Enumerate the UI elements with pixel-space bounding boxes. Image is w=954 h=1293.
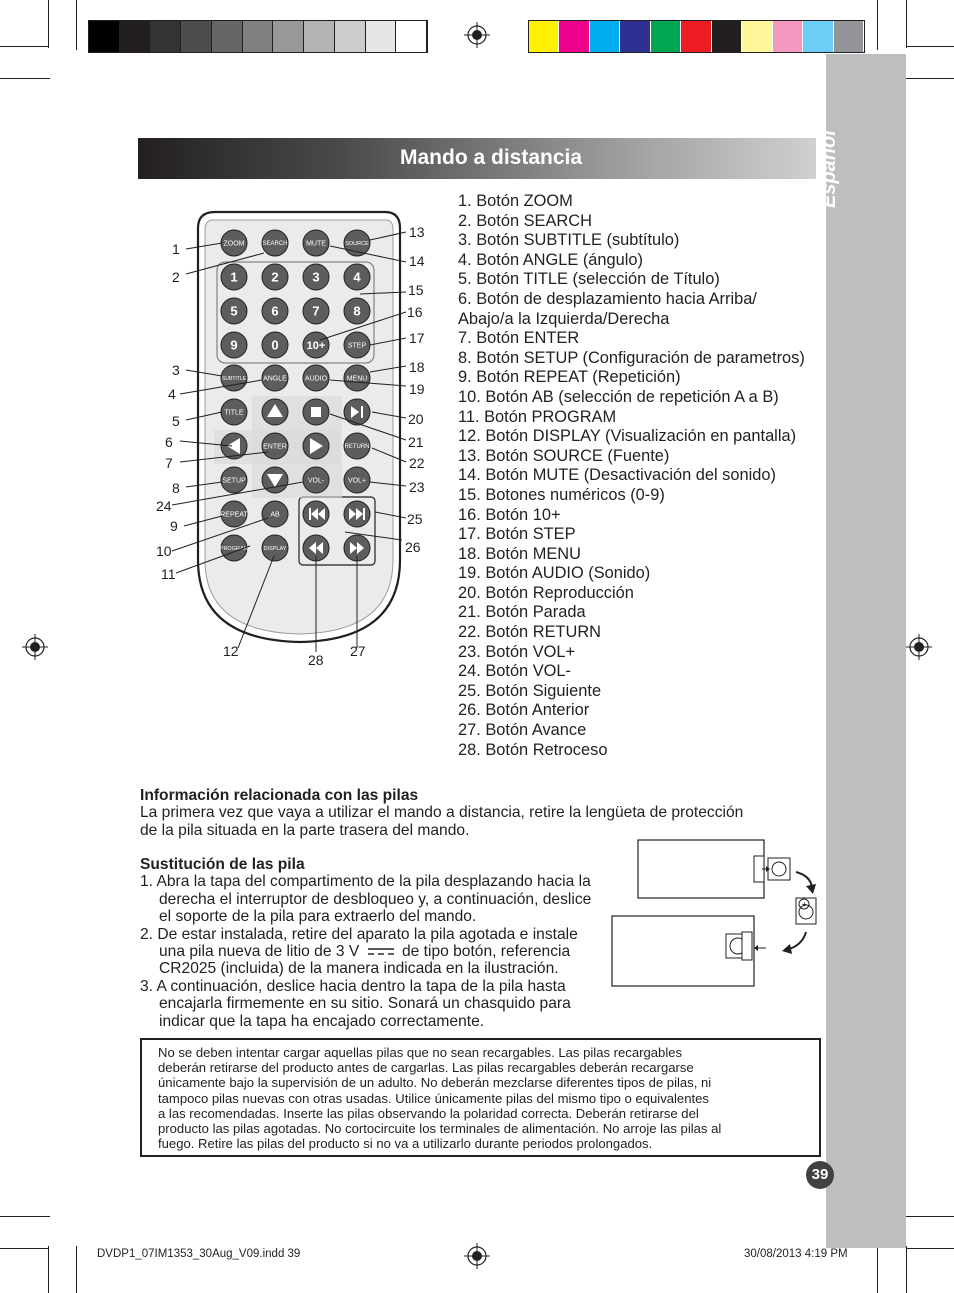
n0-label: 0 <box>271 337 279 353</box>
svg-text:+: + <box>802 900 807 909</box>
crop-mark <box>0 1216 50 1217</box>
notice-line: tampoco pilas nuevas con otras usadas. Utilice únicamente pilas del mismo tipo o equivalentes <box>158 1090 709 1106</box>
list-item: 9. Botón REPEAT (Repetición) <box>458 368 681 387</box>
notice-line: a las recomendadas. Inserte las pilas observando la polaridad correcta. Deberán retirarse del <box>158 1105 699 1121</box>
zoom-label: ZOOM <box>223 240 245 248</box>
calibration-swatch <box>803 21 833 52</box>
callout-number: 4 <box>168 386 176 402</box>
callout-number: 18 <box>409 359 425 375</box>
step-label: STEP <box>347 342 367 350</box>
section-title: Mando a distancia <box>400 146 583 169</box>
step-text: 1. Abra la tapa del compartimento de la pila desplazando hacia la <box>140 873 591 891</box>
calibration-swatch <box>366 21 397 52</box>
crop-mark <box>906 1246 907 1293</box>
list-item: 3. Botón SUBTITLE (subtítulo) <box>458 231 680 250</box>
step-text: el soporte de la pila para extraerlo del mando. <box>159 908 477 926</box>
callout-number: 5 <box>172 413 180 429</box>
crop-mark <box>906 0 907 48</box>
battery-replacement-steps <box>140 856 620 1030</box>
title-label: TITLE <box>224 409 244 417</box>
crop-mark <box>877 1246 878 1293</box>
crop-mark <box>0 78 50 79</box>
vol_plus-label: VOL+ <box>347 477 367 485</box>
angle-label: ANGLE <box>263 375 287 383</box>
stop-icon <box>311 407 321 417</box>
registration-mark-icon <box>906 634 932 660</box>
crop-mark <box>0 46 48 47</box>
menu-label: MENU <box>346 375 368 383</box>
callout-number: 2 <box>172 269 180 285</box>
list-item: 16. Botón 10+ <box>458 505 561 524</box>
list-item: 14. Botón MUTE (Desactivación del sonido) <box>458 466 776 485</box>
step-text: 2. De estar instalada, retire del aparato la pila agotada e instale <box>140 925 578 943</box>
callout-number: 15 <box>408 282 424 298</box>
list-item: 6. Botón de desplazamiento hacia Arriba/ <box>458 289 757 308</box>
program-label: PROGRAM <box>219 545 249 552</box>
search-label: SEARCH <box>262 241 288 248</box>
step-text: derecha el interruptor de desbloqueo y, a continuación, deslice <box>159 890 592 908</box>
audio-label: AUDIO <box>304 375 328 383</box>
list-item: 27. Botón Avance <box>458 721 587 740</box>
step-text: de tipo botón, referencia <box>401 943 571 961</box>
crop-mark <box>906 78 954 79</box>
registration-mark-icon <box>22 634 48 660</box>
callout-number: 14 <box>409 253 425 269</box>
list-item: 23. Botón VOL+ <box>458 642 576 661</box>
callout-number: 13 <box>409 224 425 240</box>
enter-label: ENTER <box>263 443 287 451</box>
list-item: 19. Botón AUDIO (Sonido) <box>458 564 651 583</box>
dc-symbol-icon <box>366 946 396 958</box>
list-item: 1. Botón ZOOM <box>458 192 573 210</box>
callout-number: 19 <box>409 381 425 397</box>
repeat-label: REPEAT <box>220 511 248 519</box>
crop-mark <box>906 1216 954 1217</box>
n2-label: 2 <box>271 269 279 285</box>
list-item: 18. Botón MENU <box>458 544 581 563</box>
list-item: 21. Botón Parada <box>458 603 586 622</box>
list-item: 2. Botón SEARCH <box>458 211 592 230</box>
n5-label: 5 <box>230 303 238 319</box>
display-label: DISPLAY <box>263 545 287 552</box>
list-item: 26. Botón Anterior <box>458 701 590 720</box>
battery-info-heading: Información relacionada con las pilas <box>140 787 419 804</box>
calibration-swatch <box>181 21 212 52</box>
calibration-swatch <box>834 21 864 52</box>
list-item: 4. Botón ANGLE (ángulo) <box>458 250 643 269</box>
calibration-swatch <box>712 21 742 52</box>
callout-number: 21 <box>408 434 424 450</box>
callout-number: 24 <box>156 498 172 514</box>
button-function-list <box>458 192 828 760</box>
battery-replacement-illustration <box>606 836 822 996</box>
calibration-swatch <box>651 21 681 52</box>
crop-mark <box>877 0 878 50</box>
step-text: encajarla firmemente en su sitio. Sonará un chasquido para <box>159 995 571 1013</box>
callout-number: 12 <box>223 643 239 659</box>
notice-line: fuego. Retire las pilas del producto si no va a utilizarlo durante periodos prolongados. <box>158 1136 653 1152</box>
crop-mark <box>76 0 77 50</box>
list-item: 8. Botón SETUP (Configuración de parametros) <box>458 348 805 367</box>
callout-number: 17 <box>409 330 425 346</box>
calibration-swatch <box>243 21 274 52</box>
battery-info-text: de la pila situada en la parte trasera del mando. <box>140 821 470 839</box>
calibration-swatch <box>150 21 181 52</box>
crop-mark <box>906 46 954 47</box>
list-item: 11. Botón PROGRAM <box>458 407 617 426</box>
crop-mark <box>76 1246 77 1293</box>
crop-mark <box>48 1246 49 1293</box>
crop-mark <box>0 1248 48 1249</box>
calibration-swatch <box>335 21 366 52</box>
notice-line: No se deben intentar cargar aquellas pilas que no sean recargables. Las pilas recargables <box>158 1045 683 1060</box>
ten_plus-label: 10+ <box>306 339 326 352</box>
calibration-swatch <box>590 21 620 52</box>
list-item: 24. Botón VOL- <box>458 662 571 681</box>
list-item: 13. Botón SOURCE (Fuente) <box>458 446 670 465</box>
vol_minus-label: VOL- <box>307 477 325 485</box>
calibration-swatch <box>304 21 335 52</box>
callout-number: 11 <box>161 566 176 582</box>
list-item: 17. Botón STEP <box>458 525 576 544</box>
color-calibration-bar <box>528 20 865 53</box>
callout-number: 1 <box>172 241 180 257</box>
crop-mark <box>48 0 49 48</box>
callout-number: 3 <box>172 362 180 378</box>
calibration-swatch <box>396 21 427 52</box>
mute-label: MUTE <box>306 240 326 248</box>
list-item: 28. Botón Retroceso <box>458 740 608 759</box>
callout-number: 27 <box>350 643 366 659</box>
callout-number: 25 <box>407 511 423 527</box>
ab-label: AB <box>270 511 280 519</box>
callout-number: 26 <box>405 539 421 555</box>
source-label: SOURCE <box>345 240 369 247</box>
registration-mark-icon <box>464 22 490 48</box>
setup-label: SETUP <box>222 477 246 485</box>
battery-info-text: La primera vez que vaya a utilizar el mando a distancia, retire la lengüeta de protección <box>140 804 744 822</box>
footer-date: 30/08/2013 4:19 PM <box>744 1248 848 1260</box>
list-item: Abajo/a la Izquierda/Derecha <box>458 309 670 328</box>
step-text: 3. A continuación, deslice hacia dentro la tapa de la pila hasta <box>140 977 566 995</box>
step-text-line <box>140 943 620 960</box>
calibration-swatch <box>681 21 711 52</box>
list-item: 20. Botón Reproducción <box>458 583 634 602</box>
callout-number: 20 <box>408 411 424 427</box>
list-item: 7. Botón ENTER <box>458 329 580 348</box>
grayscale-calibration-bar <box>88 20 428 53</box>
return-label: RETURN <box>344 444 370 451</box>
callout-number: 8 <box>172 480 180 496</box>
list-item: 5. Botón TITLE (selección de Título) <box>458 270 720 289</box>
language-side-tab <box>826 54 906 1248</box>
callout-number: 7 <box>165 455 173 471</box>
page-number: 39 <box>806 1161 834 1189</box>
calibration-swatch <box>559 21 589 52</box>
footer-file-info: DVDP1_07IM1353_30Aug_V09.indd 39 <box>97 1248 301 1260</box>
step-text: CR2025 (incluida) de la manera indicada en la ilustración. <box>159 960 559 978</box>
section-heading-bar <box>138 138 816 179</box>
list-item: 15. Botones numéricos (0-9) <box>458 485 665 504</box>
subtitle-label: SUBTITLE <box>222 375 246 382</box>
crop-mark <box>906 1248 954 1249</box>
calibration-swatch <box>742 21 772 52</box>
notice-line: producto las pilas agotadas. No cortocircuite los terminales de alimentación. No arroje las pilas al <box>158 1121 722 1137</box>
calibration-swatch <box>620 21 650 52</box>
calibration-swatch <box>212 21 243 52</box>
n3-label: 3 <box>312 269 320 285</box>
notice-line: deberán retirarse del producto antes de cargarlas. Las pilas recargables deberán recargarse <box>158 1060 694 1076</box>
n6-label: 6 <box>271 303 279 319</box>
registration-mark-icon <box>464 1243 490 1269</box>
callout-number: 16 <box>407 304 423 320</box>
callout-number: 6 <box>165 434 173 450</box>
replacement-heading: Sustitución de las pila <box>140 856 305 873</box>
calibration-swatch <box>89 21 120 52</box>
calibration-swatch <box>773 21 803 52</box>
language-label-text: Español <box>818 130 840 208</box>
callout-number: 23 <box>409 479 425 495</box>
list-item: 22. Botón RETURN <box>458 623 602 642</box>
list-item: 12. Botón DISPLAY (Visualización en pantalla) <box>458 427 797 446</box>
callout-number: 28 <box>308 652 324 668</box>
n8-label: 8 <box>353 303 361 319</box>
list-item: 25. Botón Siguiente <box>458 681 602 700</box>
n4-label: 4 <box>353 269 361 285</box>
n1-label: 1 <box>230 269 238 285</box>
step-text: indicar que la tapa ha encajado correctamente. <box>159 1012 485 1030</box>
callout-number: 22 <box>409 455 425 471</box>
list-item: 10. Botón AB (selección de repetición A a B) <box>458 387 779 406</box>
n9-label: 9 <box>230 337 238 353</box>
calibration-swatch <box>529 21 559 52</box>
calibration-swatch <box>120 21 151 52</box>
remote-control-illustration <box>150 200 450 670</box>
battery-safety-notice <box>140 1038 821 1157</box>
battery-info-section <box>140 787 810 839</box>
n7-label: 7 <box>312 303 320 319</box>
calibration-swatch <box>273 21 304 52</box>
callout-number: 10 <box>156 543 172 559</box>
notice-line: únicamente bajo la supervisión de un adulto. No deberán mezclarse diferentes tipos de pilas, ni <box>158 1075 712 1091</box>
callout-number: 9 <box>170 518 178 534</box>
step-text: una pila nueva de litio de 3 V <box>159 943 360 961</box>
